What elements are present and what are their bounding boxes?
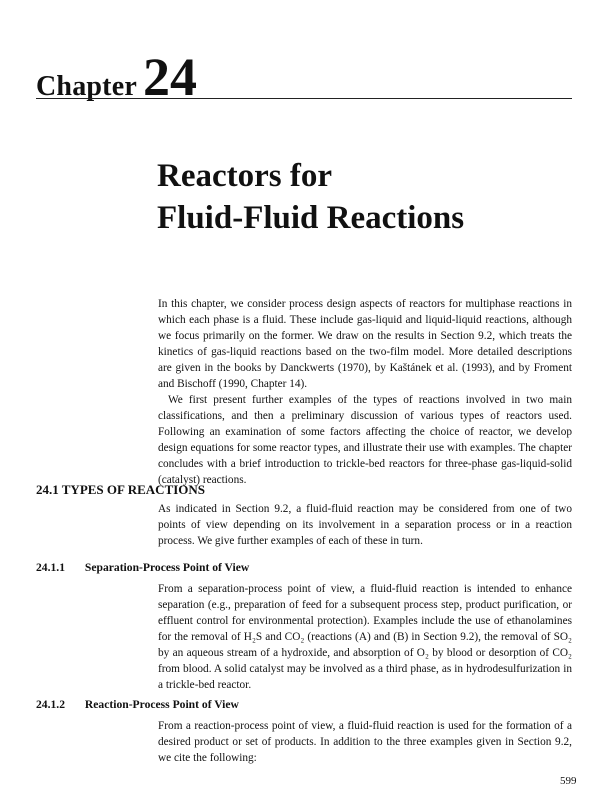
- chapter-word: Chapter: [36, 71, 137, 102]
- subsection-title: Reaction-Process Point of View: [84, 698, 239, 711]
- subsection-number: 24.1.2: [36, 698, 65, 711]
- section-24-1-paragraph: As indicated in Section 9.2, a fluid-fluid reaction may be considered from one of two points of view depending on its involvement in a separation process or in a reaction process. We give further examples of each of these in turn.: [158, 503, 572, 547]
- section-24-1-2-text: [158, 718, 572, 766]
- subsection-heading-24-1-2: [36, 698, 239, 711]
- intro-paragraph-1: In this chapter, we consider process design aspects of reactors for multiphase reactions in which each phase is a fluid. These include gas-liquid and liquid-liquid reactions, although we focus primarily on the former. We draw on the results in Section 9.2, which treats the kinetics of gas-liquid reactions based on the two-film model. More detailed descriptions are given in the books by Danckwerts (1970), by Kaštánek et al. (1993), and by Froment and Bischoff (1990, Chapter 14).: [158, 298, 572, 390]
- subsection-title: Separation-Process Point of View: [84, 561, 250, 574]
- section-24-1-text: [158, 501, 572, 549]
- subsection-number: 24.1.1: [36, 561, 65, 574]
- intro-block: [158, 296, 572, 488]
- subsection-heading-24-1-1: [36, 561, 249, 574]
- section-24-1-1-text: [158, 581, 572, 693]
- title-line-1: Reactors for: [157, 158, 332, 194]
- chapter-title: [157, 155, 464, 239]
- title-line-2: Fluid-Fluid Reactions: [157, 200, 465, 236]
- chapter-rule: [36, 98, 572, 99]
- section-24-1-1-paragraph: From a separation-process point of view, a fluid-fluid reaction is intended to enhance separation (e.g., preparation of feed for a subsequent process step, product purification, or effluent control for environmental protection). Examples include the use of ethanolamines for the removal of H₂S and CO₂ (reactions (A) and (B) in Section 9.2), the removal of SO₂ by an aqueous stream of a hydroxide, and absorption of O₂ by blood or desorption of CO₂ from blood. A solid catalyst may be involved as a third phase, as in hydrodesulfurization in a trickle-bed reactor.: [158, 583, 572, 691]
- section-24-1-2-paragraph: From a reaction-process point of view, a fluid-fluid reaction is used for the formation of a desired product or set of products. In addition to the three examples given in Section 9.2, we cite the following:: [158, 720, 572, 764]
- chapter-number: 24: [142, 47, 197, 107]
- section-heading-24-1: 24.1 TYPES OF REACTIONS: [36, 482, 206, 497]
- page-number: 599: [560, 775, 577, 787]
- intro-paragraph-2: We first present further examples of the types of reactions involved in two main classifications, and then a preliminary discussion of various types of reactors used. Following an examination of some factors affecting the choice of reactor, we develop design equations for some reactor types, and illustrate their use with examples. The chapter concludes with a brief introduction to trickle-bed reactors for three-phase gas-liquid-solid (catalyst) reactions.: [158, 394, 572, 486]
